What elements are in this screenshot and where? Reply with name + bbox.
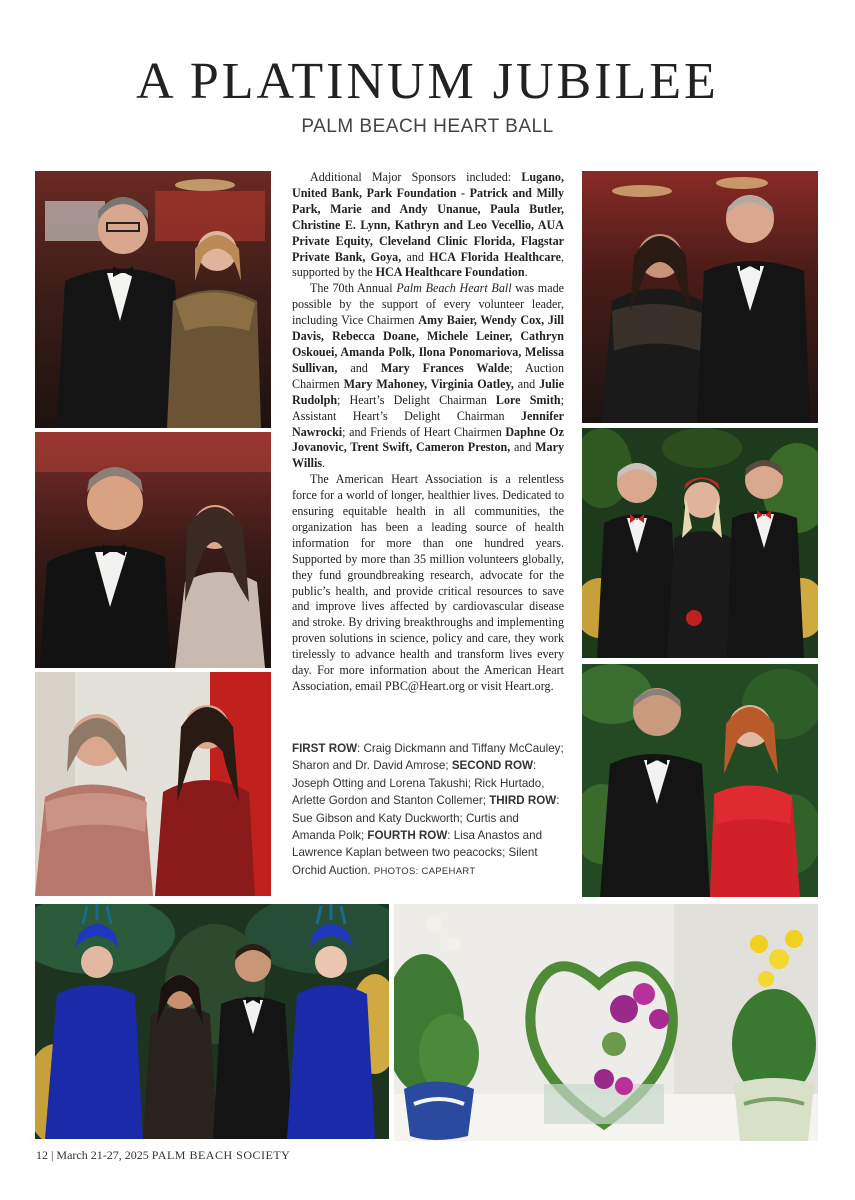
bold-run: Julie Rudolph <box>292 376 564 407</box>
text-run: ; Auction Chairmen <box>292 360 564 391</box>
photo-caption <box>292 740 564 880</box>
photo-orchid-heart <box>394 904 818 1141</box>
text-run: and <box>337 360 381 375</box>
bold-run: Lugano, United Bank, Park Foundation - Patrick and Milly Park, Marie and Andy Unanue, Paula Butler, Christine E. Lynn, Kathryn and Leo Vecellio, AUA Private Equity, Cleveland Clinic Florida, Flagstar Private Bank, Goya, <box>292 170 564 264</box>
bold-run: THIRD ROW <box>489 794 557 808</box>
article-body <box>292 170 564 695</box>
photo-couple-2 <box>35 432 271 668</box>
text-run: . <box>524 265 528 280</box>
article-paragraph-2 <box>292 281 564 472</box>
text-run: . <box>322 456 326 471</box>
text-run: and <box>510 440 536 455</box>
text-run: : Sue Gibson and Katy Duckworth; Curtis and Amanda Polk; <box>292 794 560 843</box>
page-title: A PLATINUM JUBILEE <box>136 53 719 110</box>
bold-run: Mary Frances Walde <box>380 360 510 375</box>
italic-run: Palm Beach Heart Ball <box>396 281 512 296</box>
bold-run: Lore Smith <box>495 392 561 407</box>
bold-run: FOURTH ROW <box>367 829 448 843</box>
text-run: ; Heart’s Delight Chairman <box>337 392 496 407</box>
footer-separator: | <box>51 1148 54 1162</box>
bold-run: Mary Willis <box>292 440 564 471</box>
text-run: , supported by the <box>292 249 564 280</box>
photo-couple-ballroom <box>35 171 271 428</box>
article-paragraph-1 <box>292 170 564 281</box>
text-run: ; Assistant Heart’s Delight Chairman <box>292 392 564 423</box>
bold-run: SECOND ROW <box>451 759 533 773</box>
photo-credit: PHOTOS: CAPEHART <box>373 865 476 877</box>
bold-run: Daphne Oz Jovanovic, Trent Swift, Cameron Preston, <box>292 424 564 455</box>
bold-run: Mary Mahoney, Virginia Oatley, <box>343 376 514 391</box>
bold-run: FIRST ROW <box>292 742 358 755</box>
text-run: and <box>513 376 540 391</box>
photo-two-women <box>35 672 271 896</box>
bold-run: Amy Baier, Wendy Cox, Jill Davis, Rebecca Doane, Michele Leiner, Cathryn Oskouei, Amanda Polk, Ilona Ponomariova, Melissa Sullivan, <box>292 313 565 375</box>
text-run: ; and Friends of Heart Chairmen <box>342 424 506 439</box>
page-footer <box>36 1148 290 1163</box>
bold-run: HCA Healthcare Foundation <box>375 265 525 280</box>
page-subtitle: PALM BEACH HEART BALL <box>301 116 554 137</box>
bold-run: HCA Florida Healthcare <box>429 249 561 264</box>
publication-name: PALM BEACH SOCIETY <box>151 1148 291 1162</box>
photo-trio-leaves <box>582 428 818 658</box>
page-number: 12 <box>36 1148 48 1162</box>
issue-date: March 21-27, 2025 <box>56 1148 149 1162</box>
text-run: Additional Major Sponsors included: <box>310 170 522 184</box>
text-run: and <box>401 249 430 264</box>
photo-peacocks-group <box>35 904 389 1139</box>
text-run: : Joseph Otting and Lorena Takushi; Rick Hurtado, Arlette Gordon and Stanton Collemer; <box>292 759 545 808</box>
text-run: : Lisa Anastos and Lawrence Kaplan between two peacocks; Silent Orchid Auction. <box>292 829 543 877</box>
photo-couple-greenery <box>582 664 818 897</box>
text-run: The American Heart Association is a relentless force for a world of longer, healthier lives. Dedicated to ensuring equitable health in all communities, the organization has been a leading source of health information for more than one hundred years. Supported by more than 35 million volunteers globally, they fund groundbreaking research, advocate for the public’s health, and provide critical resources to save and improve lives affected by cardiovascular disease and stroke. By driving breakthroughs and implementing proven solutions in science, policy and care, they work tirelessly to advance health and transform lives every day. For more information about the American Heart Association, email PBC@Heart.org or visit Heart.org. <box>292 472 564 693</box>
text-run: The 70th Annual <box>310 281 397 296</box>
text-run: : Craig Dickmann and Tiffany McCauley; Sharon and Dr. David Amrose; <box>292 742 564 773</box>
photo-couple-3 <box>582 171 818 423</box>
article-paragraph-3 <box>292 472 564 695</box>
bold-run: Jennifer Nawrocki <box>292 408 564 439</box>
text-run: was made possible by the support of every volunteer leader, including Vice Chairmen <box>292 281 565 328</box>
